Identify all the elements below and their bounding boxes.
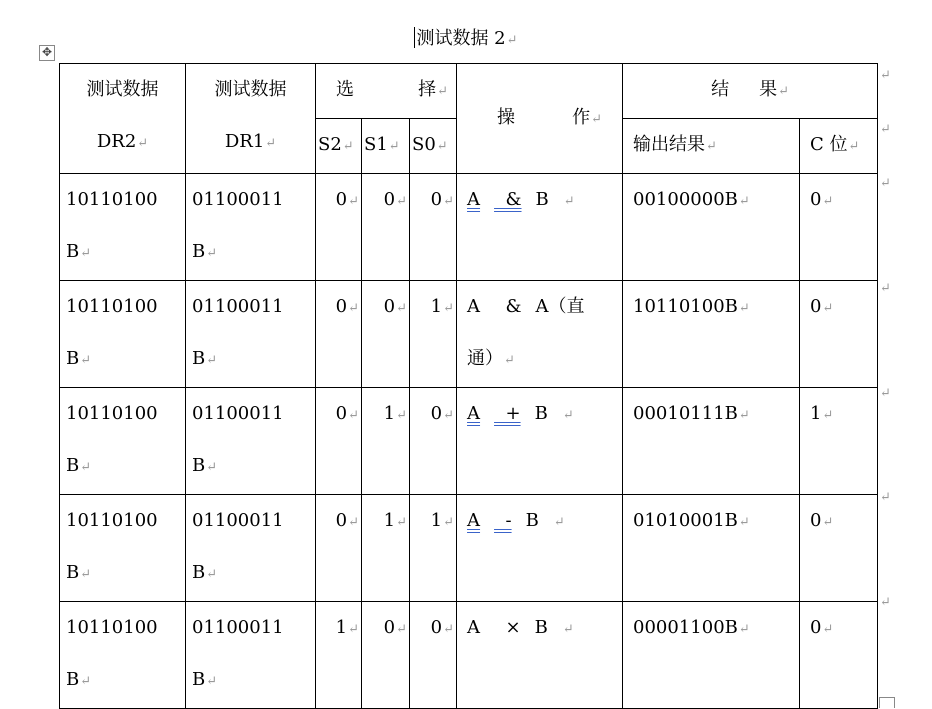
row-end-mark: ↵ <box>880 281 891 296</box>
row-end-mark: ↵ <box>880 68 891 83</box>
header-dr2[interactable]: 测试数据 DR2↵ <box>60 64 186 174</box>
table-row <box>60 388 878 495</box>
cell-carry[interactable]: 1↵ <box>800 388 878 495</box>
cell-output[interactable]: 10110100B↵ <box>623 281 800 388</box>
cell-s1[interactable]: 1↵ <box>362 495 410 602</box>
cell-output[interactable]: 00100000B↵ <box>623 174 800 281</box>
cell-s1[interactable]: 0↵ <box>362 281 410 388</box>
header-s1[interactable]: S1↵ <box>362 119 410 174</box>
cell-s2[interactable]: 1↵ <box>316 602 362 709</box>
cell-s2[interactable]: 0↵ <box>316 388 362 495</box>
header-dr1[interactable]: 测试数据 DR1↵ <box>186 64 316 174</box>
header-select[interactable]: 选 择↵ <box>316 64 457 119</box>
header-s2[interactable]: S2↵ <box>316 119 362 174</box>
cell-s0[interactable]: 1↵ <box>410 281 457 388</box>
cell-s0[interactable]: 0↵ <box>410 174 457 281</box>
cell-carry[interactable]: 0↵ <box>800 495 878 602</box>
cell-dr2[interactable]: 10110100 B↵ <box>60 388 186 495</box>
header-output[interactable]: 输出结果↵ <box>623 119 800 174</box>
cell-dr2[interactable]: 10110100 B↵ <box>60 602 186 709</box>
row-end-mark: ↵ <box>880 386 891 401</box>
row-end-mark: ↵ <box>880 122 891 137</box>
test-data-table <box>59 63 878 709</box>
table-row <box>60 174 878 281</box>
cell-carry[interactable]: 0↵ <box>800 602 878 709</box>
cell-dr2[interactable]: 10110100 B↵ <box>60 495 186 602</box>
table-resize-handle[interactable] <box>879 697 895 708</box>
header-result[interactable]: 结 果↵ <box>623 64 878 119</box>
row-end-mark: ↵ <box>880 595 891 610</box>
table-row <box>60 602 878 709</box>
cell-dr1[interactable]: 01100011 B↵ <box>186 495 316 602</box>
table-move-icon[interactable]: ✥ <box>39 45 55 61</box>
cell-s0[interactable]: 0↵ <box>410 388 457 495</box>
cell-output[interactable]: 01010001B↵ <box>623 495 800 602</box>
header-carry[interactable]: C 位↵ <box>800 119 878 174</box>
cell-dr1[interactable]: 01100011 B↵ <box>186 174 316 281</box>
cell-output[interactable]: 00010111B↵ <box>623 388 800 495</box>
paragraph-mark: ↵ <box>506 33 518 48</box>
cell-operation[interactable]: A - B ↵ <box>457 495 623 602</box>
cell-operation[interactable]: A + B ↵ <box>457 388 623 495</box>
cell-carry[interactable]: 0↵ <box>800 174 878 281</box>
cell-carry[interactable]: 0↵ <box>800 281 878 388</box>
row-end-mark: ↵ <box>880 176 891 191</box>
cell-s1[interactable]: 0↵ <box>362 174 410 281</box>
table-row <box>60 281 878 388</box>
cell-s2[interactable]: 0↵ <box>316 281 362 388</box>
cell-dr1[interactable]: 01100011 B↵ <box>186 602 316 709</box>
cell-operation[interactable]: A & B ↵ <box>457 174 623 281</box>
cell-s1[interactable]: 1↵ <box>362 388 410 495</box>
cell-dr2[interactable]: 10110100 B↵ <box>60 174 186 281</box>
header-operation[interactable]: 操 作↵ <box>457 64 623 174</box>
cell-dr1[interactable]: 01100011 B↵ <box>186 388 316 495</box>
cell-s0[interactable]: 0↵ <box>410 602 457 709</box>
table-body <box>60 174 878 709</box>
cell-output[interactable]: 00001100B↵ <box>623 602 800 709</box>
document-title[interactable]: 测试数据 2↵ <box>416 28 518 49</box>
cell-s0[interactable]: 1↵ <box>410 495 457 602</box>
cell-s2[interactable]: 0↵ <box>316 495 362 602</box>
table-row <box>60 495 878 602</box>
cell-s1[interactable]: 0↵ <box>362 602 410 709</box>
header-s0[interactable]: S0↵ <box>410 119 457 174</box>
cell-s2[interactable]: 0↵ <box>316 174 362 281</box>
cell-operation[interactable]: A & A（直 通）↵ <box>457 281 623 388</box>
row-end-mark: ↵ <box>880 490 891 505</box>
cell-dr1[interactable]: 01100011 B↵ <box>186 281 316 388</box>
cell-dr2[interactable]: 10110100 B↵ <box>60 281 186 388</box>
cell-operation[interactable]: A × B ↵ <box>457 602 623 709</box>
